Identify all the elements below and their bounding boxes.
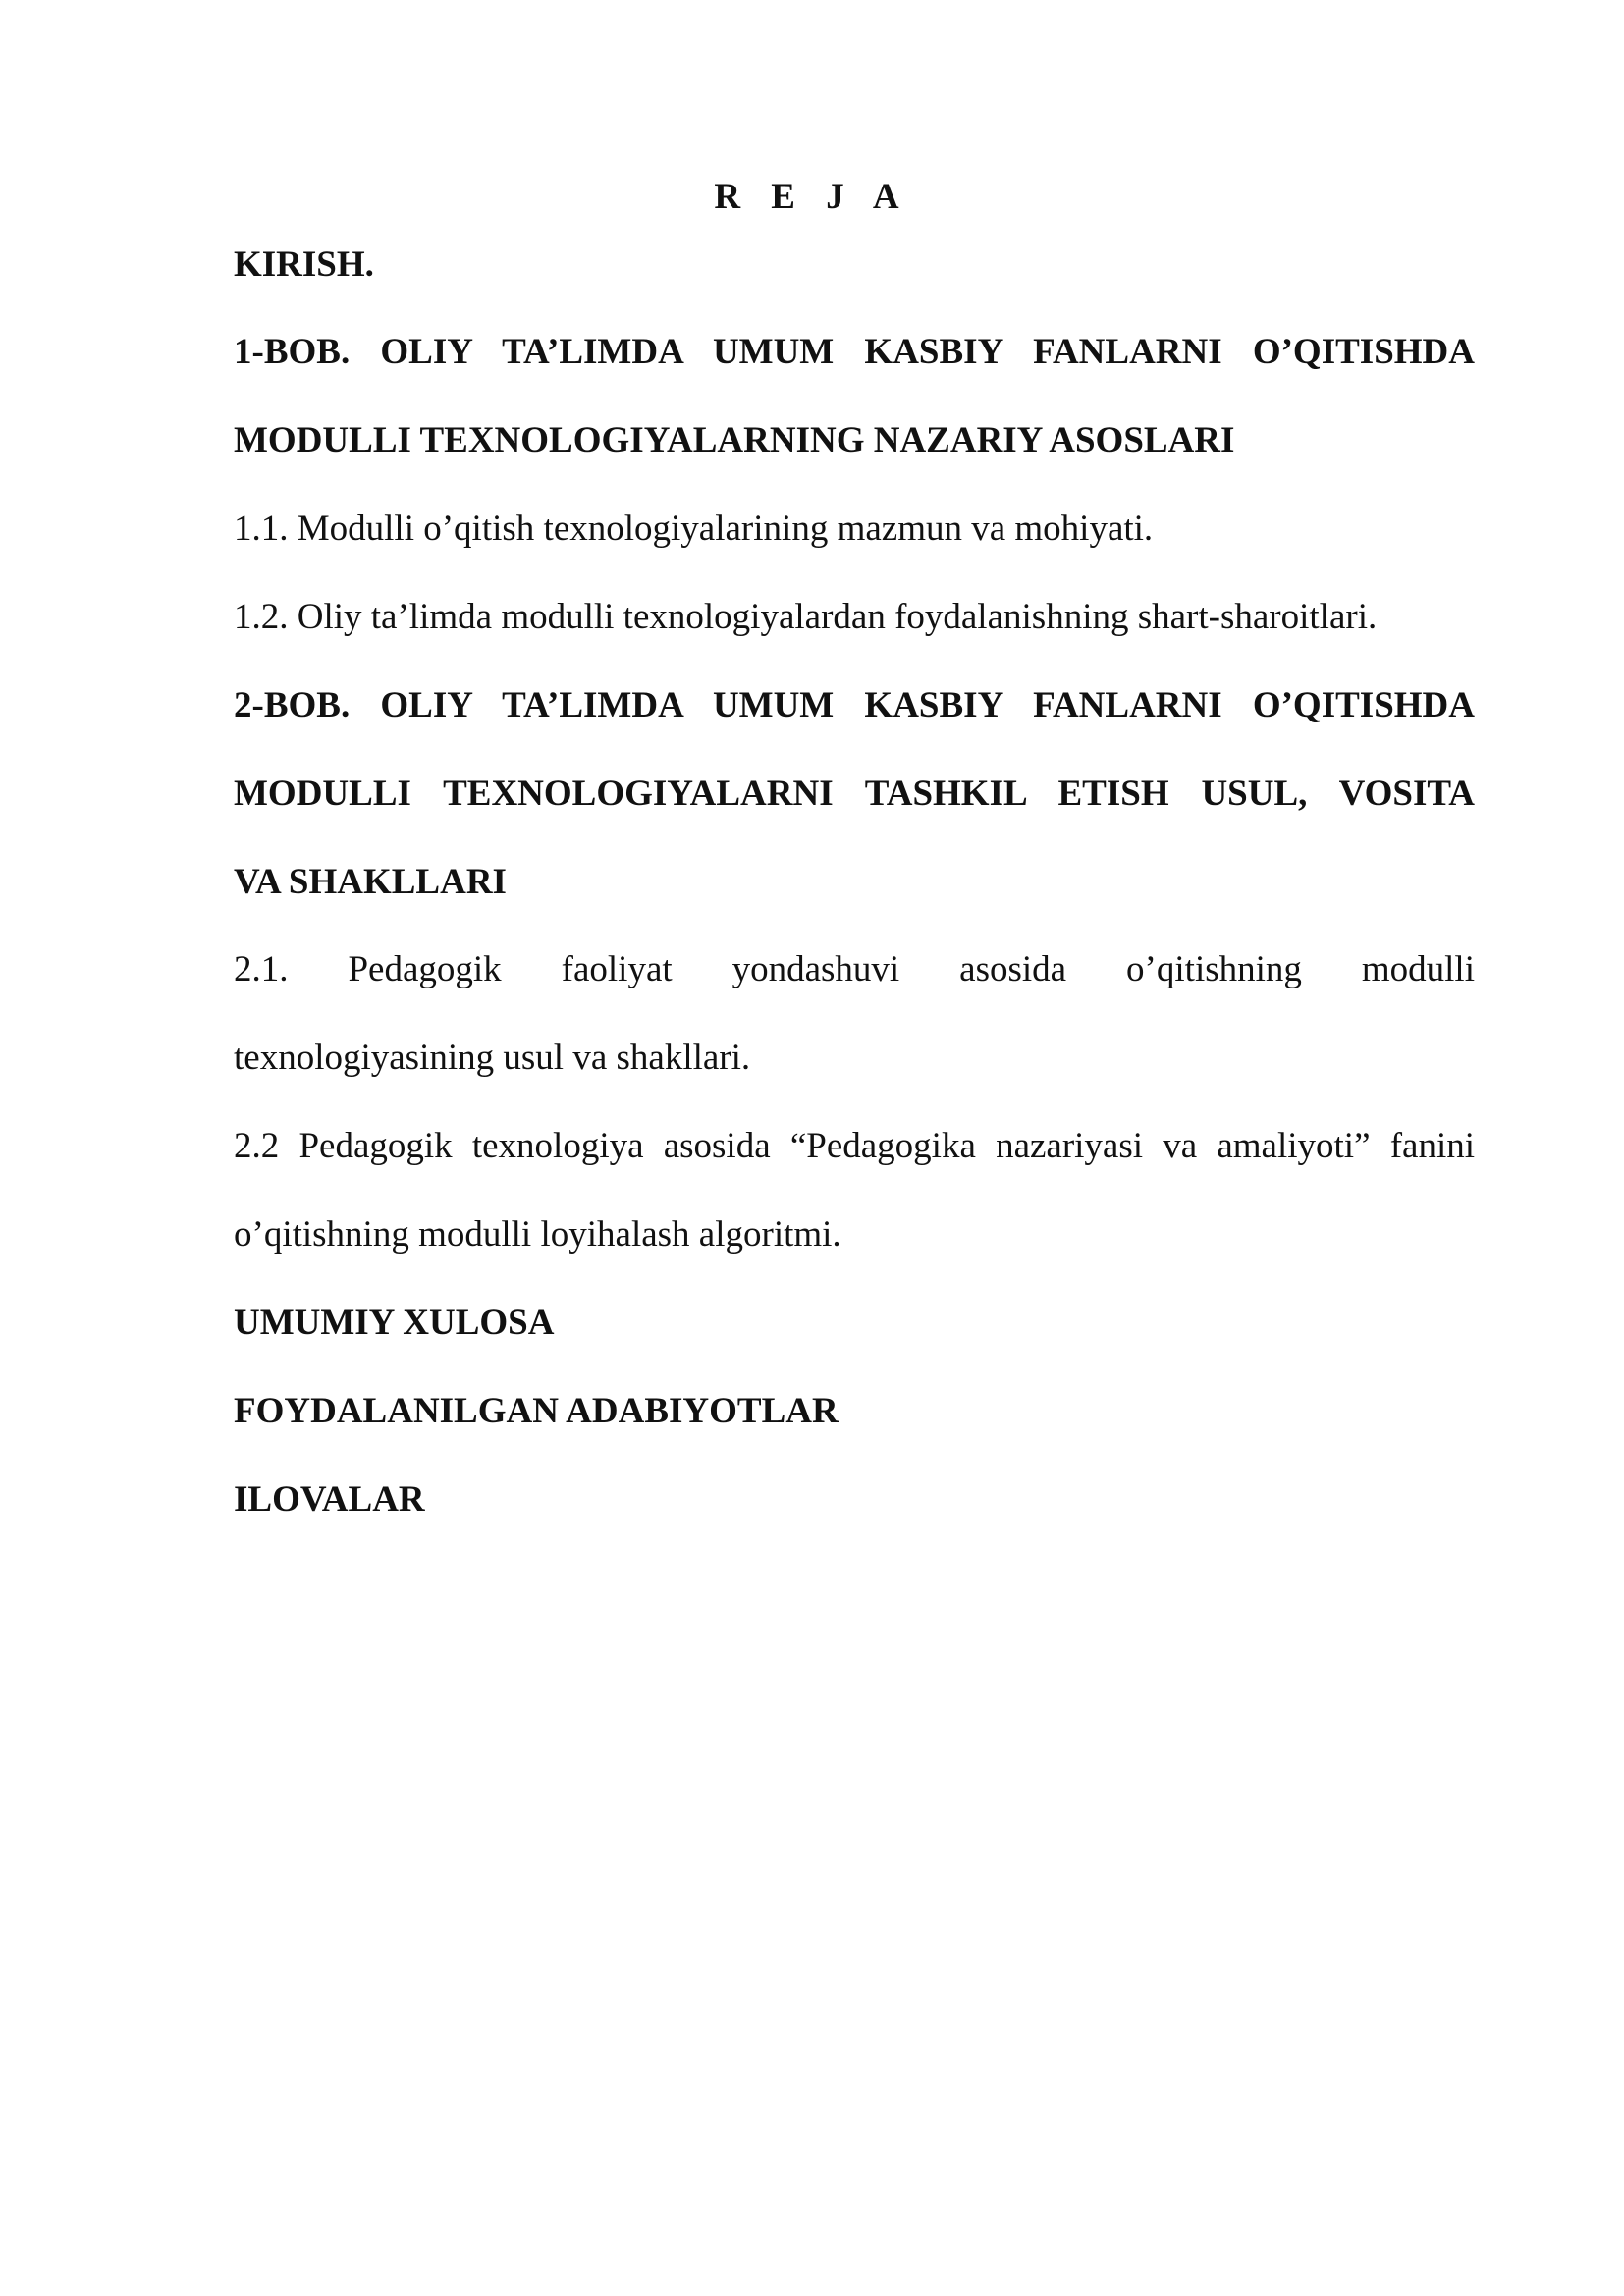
toc-chapter-1-line-2: MODULLI TEXNOLOGIYALARNING NAZARIY ASOSLARI <box>234 420 1235 460</box>
toc-references: FOYDALANILGAN ADABIYOTLAR <box>234 1391 839 1431</box>
page-title: R E J A <box>714 177 910 217</box>
toc-section-1-1: 1.1. Modulli o’qitish texnologiyalarining mazmun va mohiyati. <box>234 508 1154 549</box>
toc-intro: KIRISH. <box>234 244 374 285</box>
toc-chapter-1-line-1: 1-BOB. OLIY TA’LIMDA UMUM KASBIY FANLARNI O’QITISHDA <box>234 332 1475 372</box>
toc-chapter-2-line-2: MODULLI TEXNOLOGIYALARNI TASHKIL ETISH USUL, VOSITA <box>234 774 1475 814</box>
toc-section-2-1-line-2: texnologiyasining usul va shakllari. <box>234 1038 751 1078</box>
toc-section-1-2: 1.2. Oliy ta’limda modulli texnologiyalardan foydalanishning shart-sharoitlari. <box>234 597 1378 637</box>
toc-section-2-1-line-1: 2.1. Pedagogik faoliyat yondashuvi asosida o’qitishning modulli <box>234 949 1475 989</box>
toc-appendices: ILOVALAR <box>234 1479 425 1520</box>
toc-conclusion: UMUMIY XULOSA <box>234 1303 555 1343</box>
toc-chapter-2-line-3: VA SHAKLLARI <box>234 862 507 902</box>
toc-chapter-2-line-1: 2-BOB. OLIY TA’LIMDA UMUM KASBIY FANLARNI O’QITISHDA <box>234 685 1475 725</box>
toc-section-2-2-line-1: 2.2 Pedagogik texnologiya asosida “Pedagogika nazariyasi va amaliyoti” fanini <box>234 1126 1475 1166</box>
toc-section-2-2-line-2: o’qitishning modulli loyihalash algoritmi. <box>234 1214 841 1255</box>
